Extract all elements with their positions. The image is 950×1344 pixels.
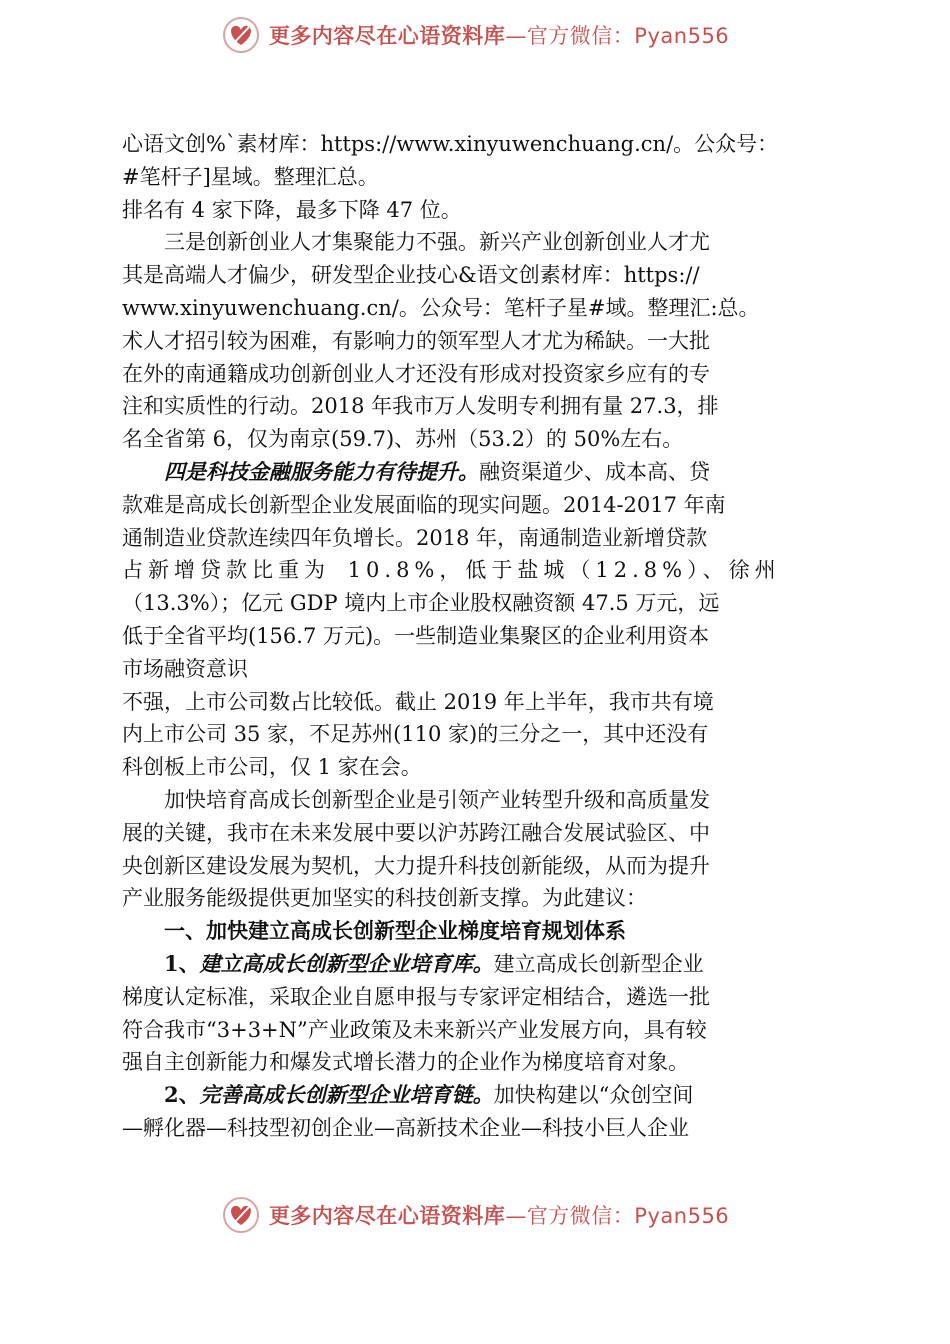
text-line: 强自主创新能力和爆发式增长潜力的企业作为梯度培育对象。 [122,1050,689,1075]
watermark-separator: — [505,24,527,48]
watermark-text [269,1200,729,1230]
text-span: 融资渠道少、成本高、贷 [479,459,710,484]
text-line: 注和实质性的行动。2018 年我市万人发明专利拥有量 27.3，排 [122,394,719,419]
text-line: 加快培育高成长创新型企业是引领产业转型升级和高质量发 [164,787,710,812]
heart-logo-icon [221,1195,261,1235]
text-line: 不强，上市公司数占比较低。截止 2019 年上半年，我市共有境 [122,689,714,714]
watermark-title: 更多内容尽在心语资料库 [268,1204,506,1228]
text-line [122,948,834,981]
text-line: #笔杆子]星域。整理汇总。 [122,164,379,189]
text-line: —孵化器—科技型初创企业—高新技术企业—科技小巨人企业 [122,1115,689,1140]
watermark-text [269,20,729,50]
item-number: 2、 [164,1082,200,1108]
text-line [122,456,834,489]
text-line: 通制造业贷款连续四年负增长。2018 年，南通制造业新增贷款 [122,525,708,550]
watermark-wechat: 官方微信：Pyan556 [526,1204,730,1228]
heart-logo-icon [221,15,261,55]
section-keyword: 完善高成长创新型企业培育链。 [199,1082,494,1108]
text-line: （13.3%）；亿元 GDP 境内上市企业股权融资额 47.5 万元，远 [122,591,720,616]
footer-watermark-banner [0,1192,950,1238]
text-line: 产业服务能级提供更加坚实的科技创新支撑。为此建议： [122,886,647,911]
text-line: 低于全省平均(156.7 万元)。一些制造业集聚区的企业利用资本 [122,623,710,648]
watermark-separator: — [505,1204,527,1228]
text-line: 科创板上市公司，仅 1 家在会。 [122,755,422,780]
text-line: 排名有 4 家下降，最多下降 47 位。 [122,197,462,222]
text-line: 其是高端人才偏少，研发型企业技心&语文创素材库：https:// [122,263,700,288]
text-span: 加快构建以“众创空间 [493,1083,694,1108]
text-line: 名全省第 6，仅为南京(59.7)、苏州（53.2）的 50%左右。 [122,427,684,452]
text-line: 在外的南通籍成功创新创业人才还没有形成对投资家乡应有的专 [122,361,710,386]
item-number: 1、 [164,950,200,976]
document-body [122,128,834,1145]
text-line [122,1079,834,1112]
text-line: 央创新区建设发展为契机，大力提升科技创新能级，从而为提升 [122,853,710,878]
text-line: 展的关键，我市在未来发展中要以沪苏跨江融合发展试验区、中 [122,820,710,845]
text-line: 心语文创%`素材库：https://www.xinyuwenchuang.cn/。公众号： [122,132,779,156]
section-keyword: 建立高成长创新型企业培育库。 [199,950,494,976]
text-line: 术人才招引较为困难，有影响力的领军型人才尤为稀缺。一大批 [122,328,710,353]
text-line: 市场融资意识 [122,656,248,681]
text-line: 款难是高成长创新型企业发展面临的现实问题。2014-2017 年南 [122,492,726,517]
watermark-wechat: 官方微信：Pyan556 [526,24,730,48]
text-span: 建立高成长创新型企业 [493,951,704,976]
text-line: 梯度认定标准，采取企业自愿申报与专家评定相结合，遴选一批 [122,984,710,1009]
section-heading: 一、加快建立高成长创新型企业梯度培育规划体系 [164,918,626,944]
header-watermark-banner [0,12,950,58]
text-line: 内上市公司 35 家，不足苏州(110 家)的三分之一，其中还没有 [122,722,709,747]
text-line: 占新增贷款比重为 10.8%，低于盐城（12.8%）、徐州 [122,558,781,583]
text-line: 符合我市“3+3+N”产业政策及未来新兴产业发展方向，具有较 [122,1017,707,1042]
text-line: www.xinyuwenchuang.cn/。公众号：笔杆子星#域。整理汇:总。 [122,295,760,320]
watermark-title: 更多内容尽在心语资料库 [268,24,506,48]
section-keyword: 四是科技金融服务能力有待提升。 [164,458,479,484]
text-line: 三是创新创业人才集聚能力不强。新兴产业创新创业人才尤 [164,230,710,255]
